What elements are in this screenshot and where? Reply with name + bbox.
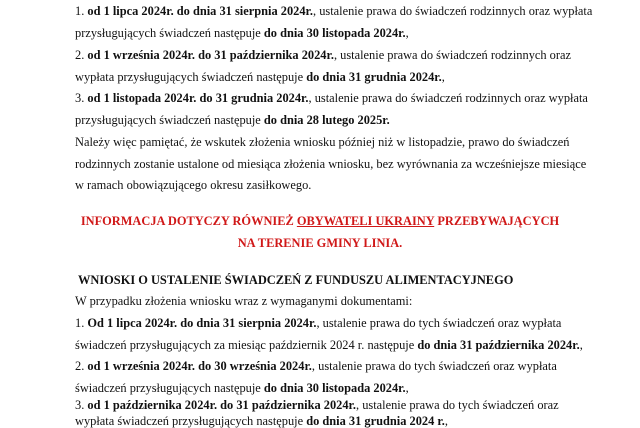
s2-item3-period: od 1 października 2024r. do 31 października 2024r. [87, 398, 356, 412]
s1-item1-line1 [75, 4, 592, 18]
s1-item1-punct: , [405, 26, 409, 40]
ukraine-notice-line2: NA TERENIE GMINY LINIA. [237, 236, 403, 250]
s1-item2-num: 2. [75, 48, 88, 62]
s2-item1-line1 [75, 316, 561, 330]
s1-item3-period: od 1 listopada 2024r. do 31 grudnia 2024r. [87, 91, 309, 105]
s2-item2-line1 [75, 359, 557, 373]
s2-item1-text2: świadczeń przysługujących za miesiąc październik 2024 r. następuje [75, 338, 418, 352]
s2-item3-line1 [75, 398, 559, 412]
s2-intro: W przypadku złożenia wniosku wraz z wymaganymi dokumentami: [75, 294, 413, 308]
s2-item1-deadline: do dnia 31 października 2024r. [417, 338, 580, 352]
s2-item2-punct: , [405, 381, 409, 395]
s1-item3-text2: przysługujących świadczeń następuje [75, 113, 264, 127]
s2-item2-text: , ustalenie prawa do tych świadczeń oraz wypłata [311, 359, 557, 373]
s1-item2-punct: , [441, 70, 445, 84]
s1-item2-period: od 1 września 2024r. do 31 października 2024r. [87, 48, 334, 62]
s2-heading [78, 273, 513, 287]
s2-item2-period: od 1 września 2024r. do 30 września 2024r. [87, 359, 312, 373]
s2-item3-deadline: do dnia 31 grudnia 2024 r. [306, 414, 445, 428]
s1-item3-line1 [75, 91, 588, 105]
s2-item2-deadline: do dnia 30 listopada 2024r. [263, 381, 406, 395]
notice-text-a: INFORMACJA DOTYCZY RÓWNIEŻ [80, 214, 297, 228]
s1-item2-line1 [75, 48, 571, 62]
s2-item2-num: 2. [75, 359, 88, 373]
s1-item1-line2 [75, 26, 409, 40]
s2-item2-line2 [75, 381, 409, 395]
s1-item2-line2 [75, 70, 445, 84]
notice-text-c: PRZEBYWAJĄCYCH [434, 214, 560, 228]
s1-note-line3: w ramach obowiązującego okresu zasiłkowego. [75, 178, 312, 192]
s1-item3-text: , ustalenie prawa do świadczeń rodzinnych oraz wypłata [308, 91, 588, 105]
s2-item3-punct: , [444, 414, 448, 428]
s1-note-line2: rodzinnych zostanie ustalone od miesiąca złożenia wniosku, bez wyrównania za wcześniejsze miesiące [75, 157, 587, 171]
s2-item2-text2: świadczeń przysługujących następuje [75, 381, 264, 395]
s2-item3-text: , ustalenie prawa do tych świadczeń oraz [356, 398, 559, 412]
ukraine-notice-line1 [0, 214, 640, 228]
s2-item1-num: 1. [75, 316, 88, 330]
s1-item3-line2 [75, 113, 390, 127]
s1-item2-text2: wypłata przysługujących świadczeń następuje [75, 70, 307, 84]
s2-item1-punct: , [579, 338, 583, 352]
s2-item1-line2 [75, 338, 583, 352]
s1-item1-num: 1. [75, 4, 88, 18]
notice-underlined: OBYWATELI UKRAINY [296, 214, 435, 228]
s2-heading-text: WNIOSKI O USTALENIE ŚWIADCZEŃ Z FUNDUSZU ALIMENTACYJNEGO [78, 273, 514, 287]
s1-item1-period: od 1 lipca 2024r. do dnia 31 sierpnia 2024r. [87, 4, 313, 18]
s1-note-line1: Należy więc pamiętać, że wskutek złożenia wniosku później niż w listopadzie, prawo do świadczeń [75, 135, 570, 149]
s2-item3-text2: wypłata świadczeń przysługujących następuje [75, 414, 307, 428]
s1-item1-deadline: do dnia 30 listopada 2024r. [263, 26, 406, 40]
s1-item1-text: , ustalenie prawa do świadczeń rodzinnych oraz wypłata [313, 4, 593, 18]
s2-item1-text: , ustalenie prawa do tych świadczeń oraz wypłata [316, 316, 562, 330]
s1-item1-text2: przysługujących świadczeń następuje [75, 26, 264, 40]
s1-item2-text: , ustalenie prawa do świadczeń rodzinnych oraz [333, 48, 571, 62]
s2-item1-period: Od 1 lipca 2024r. do dnia 31 sierpnia 2024r. [87, 316, 317, 330]
s1-item3-num: 3. [75, 91, 88, 105]
s2-item3-num: 3. [75, 398, 88, 412]
s1-item2-deadline: do dnia 31 grudnia 2024r. [306, 70, 442, 84]
s1-item3-deadline: do dnia 28 lutego 2025r. [263, 113, 390, 127]
